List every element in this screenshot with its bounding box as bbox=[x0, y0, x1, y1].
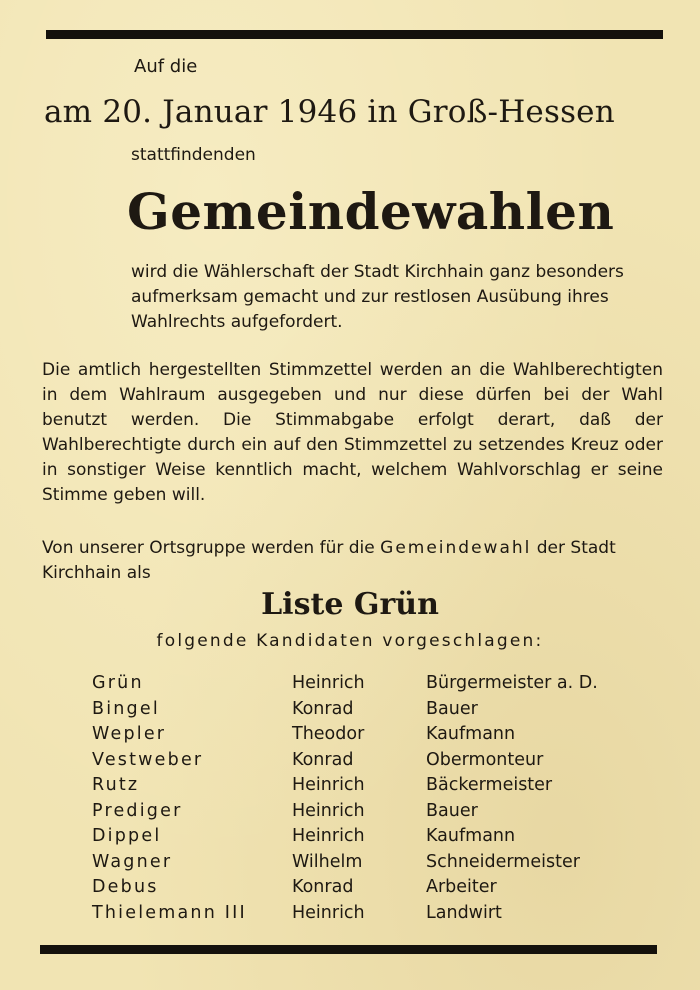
intro-text: Auf die bbox=[134, 56, 198, 77]
candidate-occupation: Arbeiter bbox=[426, 877, 497, 897]
candidate-first-name: Heinrich bbox=[292, 775, 365, 795]
candidate-occupation: Bauer bbox=[426, 698, 478, 719]
top-rule bbox=[46, 30, 663, 39]
ballot-instructions-paragraph: Die amtlich hergestellten Stimmzettel werden an die Wahlberechtigten in dem Wahlraum ausgegeben und nur diese dürfen bei der Wahl benutzt werden. Die Stimmabgabe erfolgt derart, daß der Wahlberechtigte durch ein auf den Stimmzettel zu setzendes Kreuz oder in sonstiger Weise kenntlich macht, welchem Wahlvorschlag er seine Stimme geben will. bbox=[42, 360, 663, 505]
lead-emphasis: Gemeindewahl bbox=[380, 538, 532, 558]
candidate-first-name: Heinrich bbox=[292, 826, 365, 846]
candidate-occupation: Obermonteur bbox=[426, 749, 544, 770]
candidate-occupation: Kaufmann bbox=[426, 826, 516, 846]
list-title: Liste Grün bbox=[261, 587, 439, 622]
candidate-occupation: Kaufmann bbox=[426, 724, 516, 744]
candidate-last-name: Debus bbox=[92, 877, 159, 897]
poster-title: Gemeindewahlen bbox=[127, 182, 615, 241]
candidate-row bbox=[92, 775, 662, 801]
candidate-last-name: Bingel bbox=[92, 698, 160, 719]
candidate-first-name: Heinrich bbox=[292, 673, 365, 693]
candidate-list bbox=[92, 673, 662, 928]
lead-text-part2: der Stadt Kirchhain als bbox=[42, 538, 616, 583]
candidate-occupation: Schneidermeister bbox=[426, 851, 580, 872]
candidate-first-name: Wilhelm bbox=[292, 851, 363, 872]
candidate-last-name: Grün bbox=[92, 673, 144, 693]
candidate-row bbox=[92, 826, 662, 852]
election-date-headline: am 20. Januar 1946 in Groß-Hessen bbox=[44, 94, 615, 130]
candidate-first-name: Heinrich bbox=[292, 902, 365, 923]
candidate-row bbox=[92, 801, 662, 827]
candidate-first-name: Konrad bbox=[292, 877, 354, 897]
candidate-row bbox=[92, 903, 662, 929]
candidate-last-name: Dippel bbox=[92, 826, 162, 846]
candidate-last-name: Prediger bbox=[92, 800, 183, 821]
candidate-first-name: Konrad bbox=[292, 698, 354, 719]
candidate-row bbox=[92, 699, 662, 725]
candidate-first-name: Heinrich bbox=[292, 800, 365, 821]
stattfindenden-text: stattfindenden bbox=[131, 145, 256, 165]
candidate-last-name: Vestweber bbox=[92, 749, 204, 770]
list-subtitle: folgende Kandidaten vorgeschlagen: bbox=[156, 631, 544, 651]
candidate-last-name: Wepler bbox=[92, 724, 167, 744]
call-to-vote-paragraph: wird die Wählerschaft der Stadt Kirchhain ganz besonders aufmerksam gemacht und zur restlosen Ausübung ihres Wahlrechts aufgefordert. bbox=[131, 262, 624, 332]
candidate-occupation: Landwirt bbox=[426, 902, 502, 923]
candidate-last-name: Thielemann III bbox=[92, 902, 247, 923]
list-lead-paragraph bbox=[42, 536, 663, 586]
bottom-rule bbox=[40, 945, 657, 954]
candidate-first-name: Konrad bbox=[292, 749, 354, 770]
candidate-last-name: Rutz bbox=[92, 775, 140, 795]
candidate-row bbox=[92, 673, 662, 699]
lead-text-part1: Von unserer Ortsgruppe werden für die bbox=[42, 538, 375, 558]
candidate-occupation: Bürgermeister a. D. bbox=[426, 673, 598, 693]
candidate-occupation: Bäckermeister bbox=[426, 775, 553, 795]
candidate-last-name: Wagner bbox=[92, 851, 173, 872]
candidate-row bbox=[92, 750, 662, 776]
candidate-row bbox=[92, 724, 662, 750]
candidate-first-name: Theodor bbox=[292, 724, 365, 744]
candidate-row bbox=[92, 852, 662, 878]
candidate-row bbox=[92, 877, 662, 903]
candidate-occupation: Bauer bbox=[426, 800, 478, 821]
